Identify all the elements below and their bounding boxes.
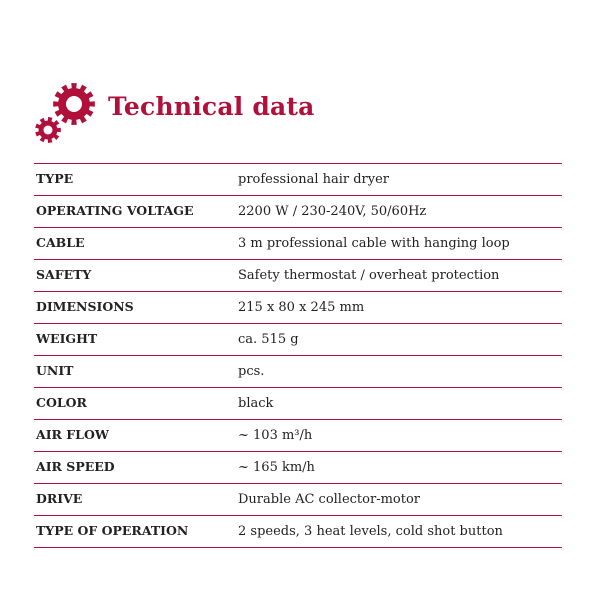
- spec-value: Safety thermostat / overheat protection: [238, 268, 500, 283]
- spec-label: OPERATING VOLTAGE: [36, 203, 194, 219]
- table-row: [34, 484, 562, 516]
- spec-value: professional hair dryer: [238, 172, 390, 187]
- spec-value: ~ 165 km/h: [238, 460, 315, 475]
- spec-label: AIR FLOW: [36, 427, 109, 443]
- spec-label: TYPE: [36, 171, 74, 187]
- table-row: [34, 420, 562, 452]
- large-gear-shape: [53, 83, 95, 125]
- page-title: Technical data: [108, 92, 315, 121]
- spec-value: black: [238, 396, 274, 411]
- spec-label: COLOR: [36, 395, 87, 411]
- spec-label: TYPE OF OPERATION: [36, 523, 189, 539]
- table-row: [34, 388, 562, 420]
- table-row: [34, 356, 562, 388]
- table-row: [34, 228, 562, 260]
- spec-value: ca. 515 g: [238, 332, 299, 347]
- spec-value: 2 speeds, 3 heat levels, cold shot button: [238, 524, 503, 539]
- section-header: [34, 82, 334, 146]
- spec-label: CABLE: [36, 235, 85, 251]
- spec-value: 3 m professional cable with hanging loop: [238, 236, 510, 251]
- technical-data-table: [34, 163, 562, 548]
- spec-value: pcs.: [238, 364, 265, 379]
- small-gear-shape: [35, 117, 61, 143]
- spec-value: Durable AC collector-motor: [238, 492, 421, 507]
- table-row: [34, 292, 562, 324]
- spec-label: DRIVE: [36, 491, 83, 507]
- table-row: [34, 196, 562, 228]
- gears-icon: [34, 82, 100, 146]
- spec-label: WEIGHT: [36, 331, 98, 347]
- spec-label: DIMENSIONS: [36, 299, 134, 315]
- spec-label: AIR SPEED: [36, 459, 115, 475]
- spec-value: 215 x 80 x 245 mm: [238, 300, 365, 315]
- spec-value: ~ 103 m³/h: [238, 428, 313, 443]
- table-row: [34, 260, 562, 292]
- table-row: [34, 164, 562, 196]
- spec-label: UNIT: [36, 363, 74, 379]
- table-row: [34, 516, 562, 548]
- table-row: [34, 452, 562, 484]
- spec-value: 2200 W / 230-240V, 50/60Hz: [238, 204, 427, 219]
- table-row: [34, 324, 562, 356]
- spec-label: SAFETY: [36, 267, 92, 283]
